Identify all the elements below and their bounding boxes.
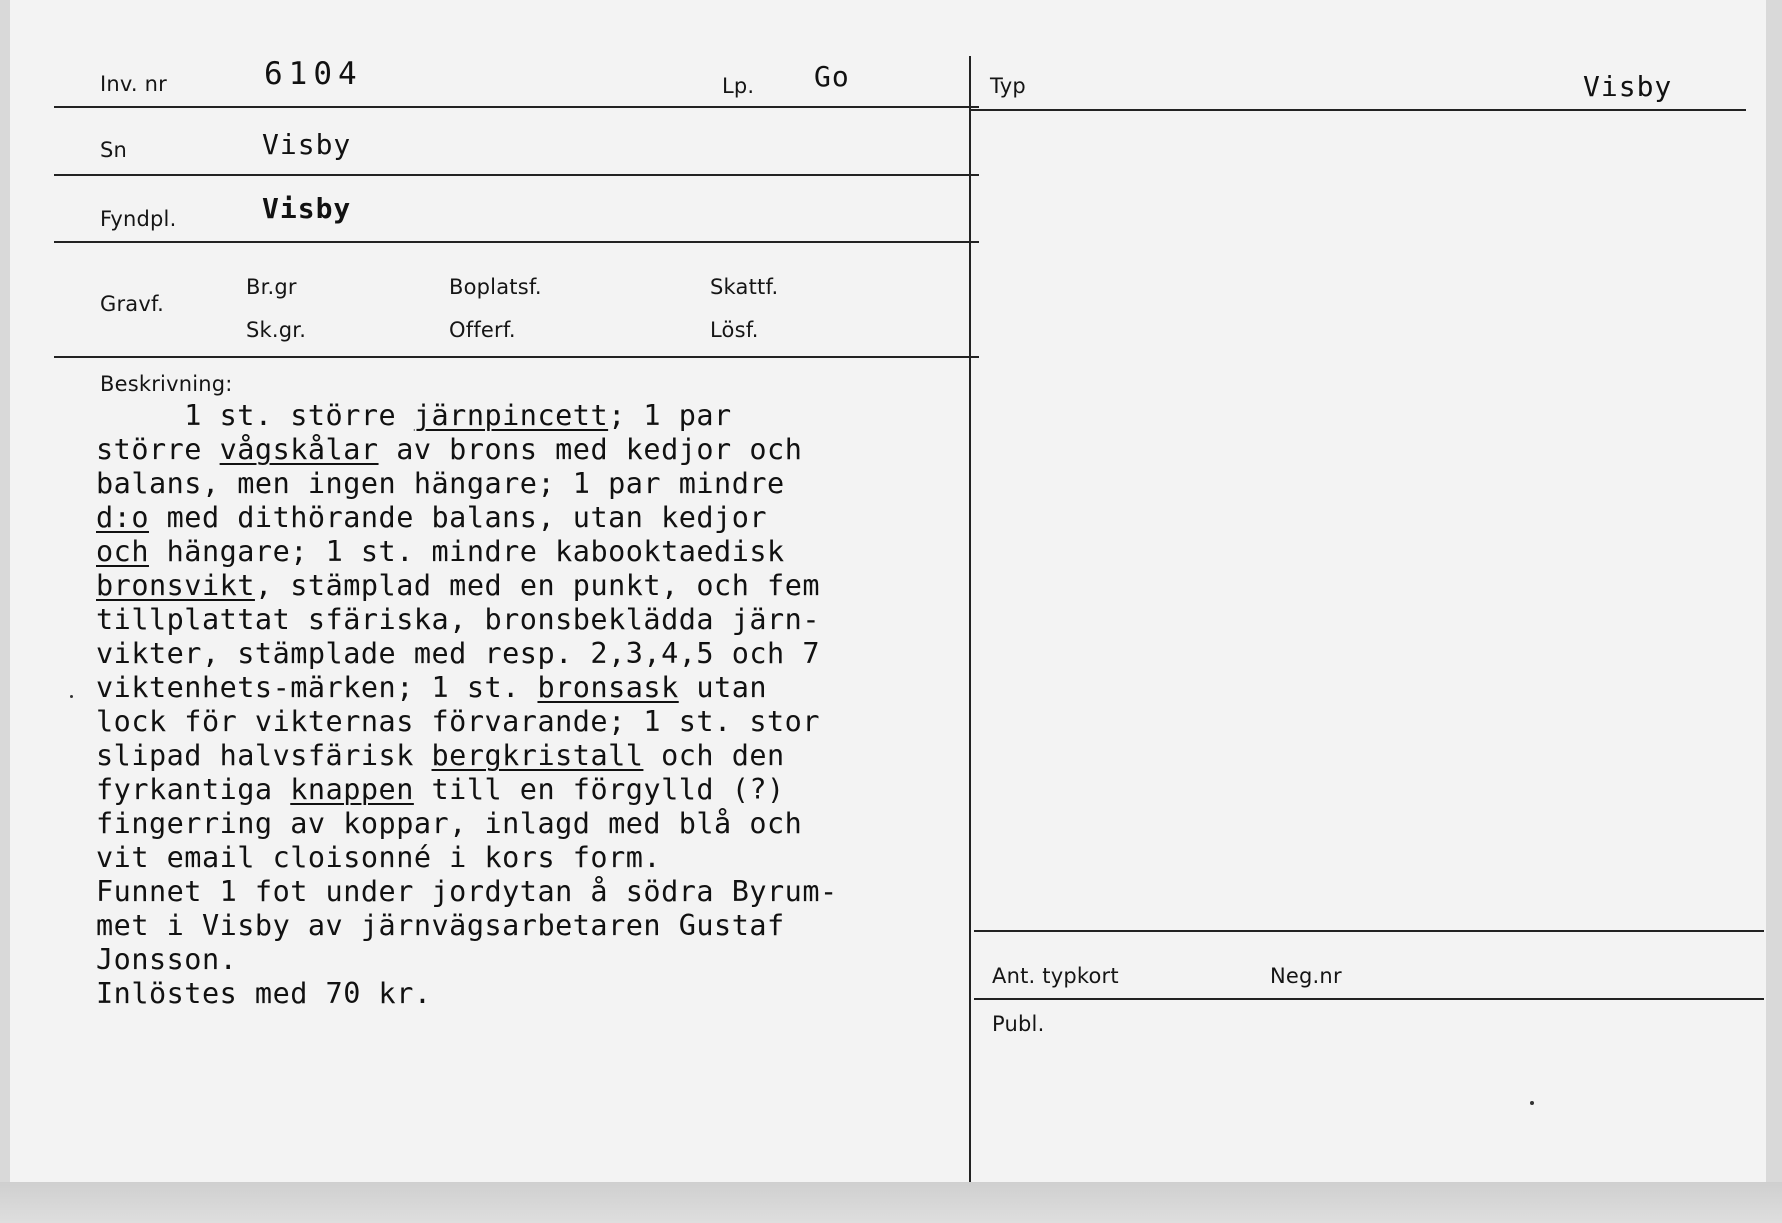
description-line <box>96 875 838 909</box>
inv-nr-label: Inv. nr <box>100 72 167 96</box>
underlined-term: bergkristall <box>431 739 644 772</box>
description-segment: av brons med kedjor och <box>378 433 803 466</box>
rule-fyndpl <box>54 241 979 243</box>
description-segment: vikter, stämplade med resp. 2,3,4,5 och 7 <box>96 637 820 670</box>
description-segment: Funnet 1 fot under jordytan å södra Byrum- <box>96 875 838 908</box>
description-segment: slipad halvsfärisk <box>96 739 432 772</box>
description-segment: och den <box>643 739 785 772</box>
description-segment: vit email cloisonné i kors form. <box>96 841 662 874</box>
description-line <box>96 909 838 943</box>
ant-typkort-label: Ant. typkort <box>992 964 1119 988</box>
description-line <box>96 535 838 569</box>
description-segment: större <box>96 433 220 466</box>
rule-vertical <box>969 56 971 1182</box>
sk-gr-label: Sk.gr. <box>246 318 307 342</box>
underlined-term: bronsvikt <box>96 569 255 602</box>
inv-nr-value: 6104 <box>264 56 363 92</box>
rule-ant-typkort-top <box>974 930 1764 932</box>
typ-label: Typ <box>990 74 1026 98</box>
description-segment: fyrkantiga <box>96 773 291 806</box>
description-segment: Inlöstes med 70 kr. <box>96 977 432 1010</box>
underlined-term: och <box>96 535 149 568</box>
underlined-term: knappen <box>290 773 414 806</box>
typ-value: Visby <box>1583 70 1673 103</box>
description-segment: till en förgylld (?) <box>413 773 785 806</box>
br-gr-label: Br.gr <box>246 275 297 299</box>
description-segment: hängare; 1 st. mindre kabooktaedisk <box>148 535 785 568</box>
description-segment: , stämplad med en punkt, och fem <box>254 569 821 602</box>
rule-gravf <box>54 356 979 358</box>
description-segment: met i Visby av järnvägsarbetaren Gustaf <box>96 909 785 942</box>
description-line <box>96 671 838 705</box>
description-line <box>96 807 838 841</box>
underlined-term: bronsask <box>537 671 679 704</box>
rule-inv <box>54 106 979 108</box>
rule-sn <box>54 174 979 176</box>
publ-label: Publ. <box>992 1012 1045 1036</box>
description-line <box>96 739 838 773</box>
rule-typ <box>971 109 1746 111</box>
ink-speck <box>1530 1101 1534 1105</box>
rule-publ-top <box>974 998 1764 1000</box>
sn-value: Visby <box>262 128 352 161</box>
card-shadow <box>0 1182 1782 1223</box>
description-line <box>96 977 838 1011</box>
fyndpl-value: Visby <box>262 192 352 225</box>
description-segment: viktenhets-märken; 1 st. <box>96 671 538 704</box>
description-segment: balans, men ingen hängare; 1 par mindre <box>96 467 785 500</box>
neg-nr-label: Neg.nr <box>1270 964 1342 988</box>
underlined-term: järnpincett <box>413 399 609 432</box>
description-segment: fingerring av koppar, inlagd med blå och <box>96 807 803 840</box>
description-segment: lock för vikternas förvarande; 1 st. stor <box>96 705 820 738</box>
description-line <box>96 501 838 535</box>
description-segment: Jonsson. <box>96 943 238 976</box>
offerf-label: Offerf. <box>449 318 516 342</box>
description-segment: med dithörande balans, utan kedjor <box>148 501 768 534</box>
description-line <box>96 637 838 671</box>
description-line <box>96 467 838 501</box>
description-text <box>96 399 838 1011</box>
underlined-term: d:o <box>96 501 149 534</box>
description-line <box>96 773 838 807</box>
losf-label: Lösf. <box>710 318 759 342</box>
description-segment: ; 1 par <box>608 399 732 432</box>
description-line <box>96 603 838 637</box>
ink-speck <box>70 695 73 698</box>
underlined-term: vågskålar <box>219 433 379 466</box>
description-line <box>96 569 838 603</box>
description-segment: tillplattat sfäriska, bronsbeklädda järn- <box>96 603 820 636</box>
description-line <box>96 705 838 739</box>
beskrivning-label: Beskrivning: <box>100 372 233 396</box>
description-segment: utan <box>678 671 768 704</box>
description-segment: 1 st. större <box>96 399 414 432</box>
skattf-label: Skattf. <box>710 275 779 299</box>
description-line <box>96 399 838 433</box>
fyndpl-label: Fyndpl. <box>100 207 177 231</box>
gravf-label: Gravf. <box>100 292 164 316</box>
lp-value: Go <box>814 60 850 93</box>
sn-label: Sn <box>100 138 128 162</box>
lp-label: Lp. <box>722 74 755 98</box>
description-line <box>96 943 838 977</box>
description-line <box>96 433 838 467</box>
description-line <box>96 841 838 875</box>
boplatsf-label: Boplatsf. <box>449 275 542 299</box>
